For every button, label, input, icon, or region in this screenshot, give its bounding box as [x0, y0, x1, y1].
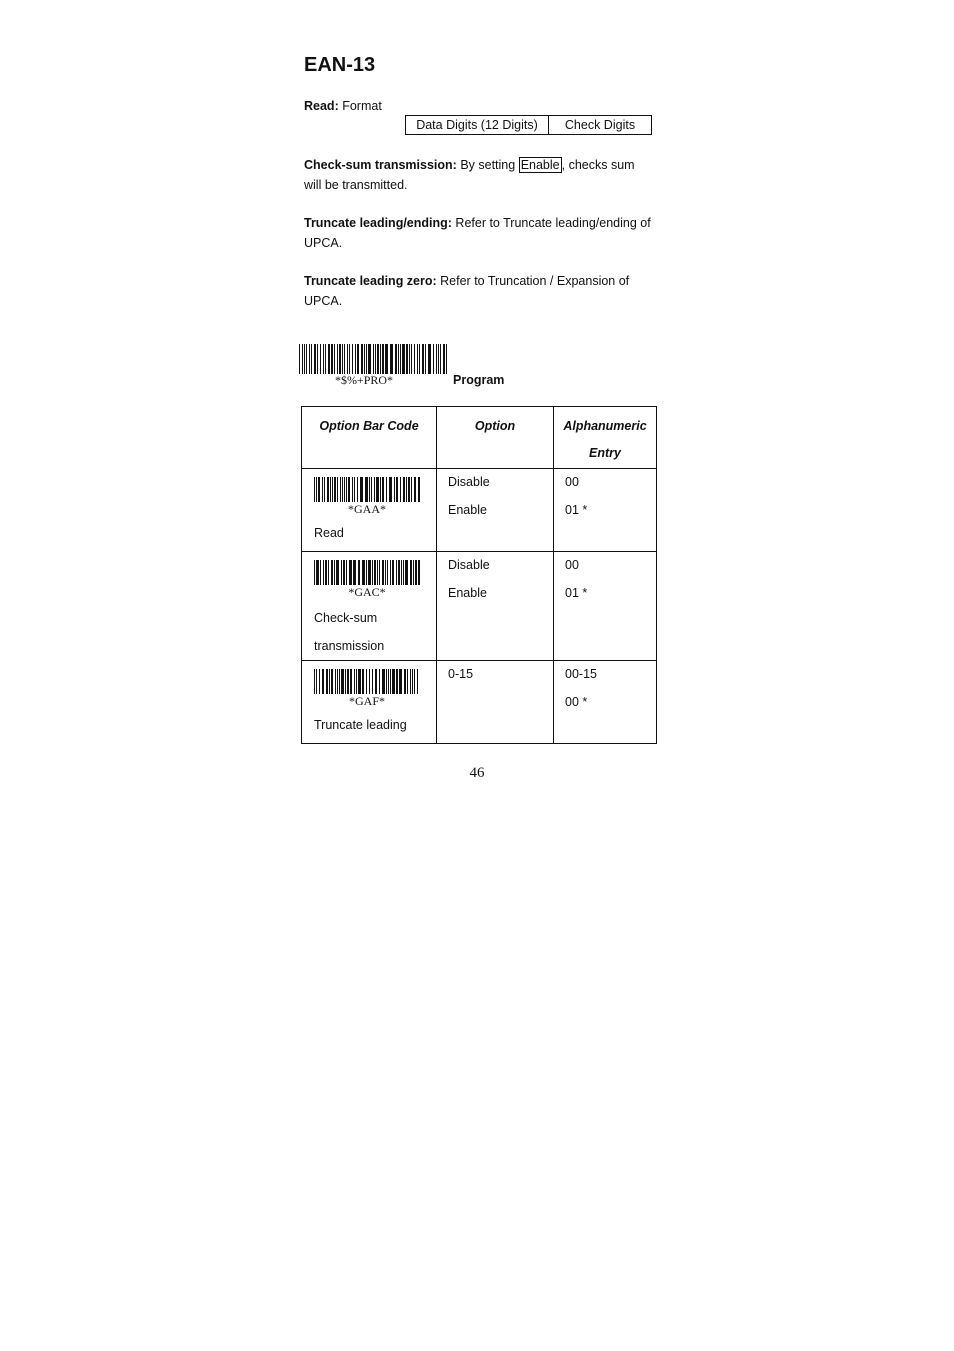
barcode-bar: [412, 669, 413, 694]
barcode-bar: [413, 560, 414, 585]
barcode-bar: [386, 477, 387, 502]
barcode-bar: [382, 560, 384, 585]
barcode-bar: [374, 560, 376, 585]
barcode-bar: [330, 477, 331, 502]
barcode-bar: [320, 560, 321, 585]
checksum-barcode-text: *GAC*: [348, 585, 386, 599]
barcode-bar: [331, 344, 333, 374]
barcode-bar: [353, 560, 356, 585]
barcode-bar: [376, 477, 379, 502]
barcode-bar: [357, 344, 359, 374]
barcode-bar: [331, 560, 333, 585]
barcode-bar: [379, 669, 380, 694]
read-barcode-bars: [314, 477, 420, 502]
barcode-bar: [366, 344, 367, 374]
barcode-bar: [358, 560, 360, 585]
barcode-bar: [314, 560, 315, 585]
barcode-bar: [405, 560, 408, 585]
barcode-bar: [343, 560, 345, 585]
program-barcode-bars: [299, 344, 449, 374]
format-check-digits: Check Digits: [549, 116, 652, 135]
barcode-bar: [334, 477, 336, 502]
truncate-row-label: Truncate leading: [314, 718, 407, 732]
barcode-bar: [390, 560, 391, 585]
barcode-bar: [334, 344, 335, 374]
barcode-bar: [402, 344, 405, 374]
barcode-bar: [410, 669, 411, 694]
barcode-bar: [306, 344, 307, 374]
barcode-bar: [366, 560, 367, 585]
barcode-bar: [364, 344, 365, 374]
barcode-bar: [361, 344, 363, 374]
barcode-bar: [385, 344, 388, 374]
barcode-bar: [394, 477, 395, 502]
header-option: Option: [437, 407, 554, 469]
barcode-bar: [366, 669, 367, 694]
barcode-bar: [316, 560, 319, 585]
barcode-bar: [404, 669, 406, 694]
barcode-bar: [347, 344, 348, 374]
format-table: [405, 115, 652, 135]
options-table: [301, 406, 657, 744]
truncate-zero-text: Refer to Truncation / Expansion of UPCA.: [304, 274, 630, 308]
barcode-bar: [332, 477, 333, 502]
barcode-bar: [309, 344, 310, 374]
checksum-barcode-cell: [302, 552, 437, 661]
header-option-bar-code: Option Bar Code: [302, 407, 437, 469]
barcode-bar: [398, 344, 399, 374]
barcode-bar: [323, 344, 324, 374]
barcode-bar: [418, 560, 420, 585]
page-number: 46: [469, 765, 485, 781]
truncate-barcode-bars: [314, 669, 420, 694]
truncate-entries-cell: [554, 661, 657, 744]
barcode-bar: [344, 477, 345, 502]
barcode-bar: [372, 669, 373, 694]
barcode-bar: [356, 669, 357, 694]
barcode-bar: [436, 344, 437, 374]
barcode-bar: [325, 344, 326, 374]
barcode-bar: [443, 344, 445, 374]
checksum-paragraph: [304, 156, 654, 195]
barcode-bar: [331, 669, 333, 694]
barcode-bar: [360, 477, 363, 502]
barcode-bar: [372, 560, 373, 585]
checksum-option-enable: Enable: [448, 585, 487, 600]
barcode-bar: [362, 669, 364, 694]
barcode-bar: [433, 344, 434, 374]
barcode-bar: [382, 477, 384, 502]
barcode-bar: [339, 344, 341, 374]
barcode-bar: [342, 344, 343, 374]
barcode-bar: [375, 669, 377, 694]
barcode-bar: [335, 669, 336, 694]
barcode-bar: [311, 344, 312, 374]
read-options-cell: [437, 469, 554, 552]
checksum-text-before: By setting: [460, 158, 516, 172]
barcode-bar: [406, 477, 407, 502]
read-label: Read:: [304, 99, 339, 113]
read-option-disable: Disable: [448, 475, 490, 489]
barcode-bar: [379, 560, 380, 585]
barcode-bar: [377, 344, 379, 374]
barcode-bar: [314, 344, 316, 374]
barcode-bar: [352, 344, 353, 374]
read-text: Format: [342, 99, 382, 113]
barcode-bar: [319, 669, 320, 694]
program-barcode-text: *$%+PRO*: [334, 373, 394, 387]
checksum-row-label: Check-sum transmission: [314, 611, 385, 653]
barcode-bar: [406, 344, 408, 374]
barcode-bar: [341, 669, 344, 694]
truncate-barcode-text: *GAF*: [348, 694, 385, 708]
barcode-bar: [329, 669, 330, 694]
barcode-bar: [396, 560, 397, 585]
barcode-bar: [322, 477, 323, 502]
barcode-bar: [354, 669, 355, 694]
barcode-bar: [345, 669, 346, 694]
read-barcode[interactable]: [314, 477, 420, 517]
checksum-options-cell: [437, 552, 554, 661]
truncate-zero-label: Truncate leading zero:: [304, 274, 437, 288]
header-alphanumeric-entry: Alphanumeric Entry: [554, 407, 657, 469]
barcode-bar: [422, 344, 424, 374]
truncate-leading-ending-paragraph: [304, 214, 654, 253]
barcode-bar: [325, 560, 327, 585]
read-row-label: Read: [314, 526, 344, 540]
barcode-bar: [346, 560, 347, 585]
barcode-bar: [339, 669, 340, 694]
checksum-barcode-bars: [314, 560, 420, 585]
barcode-bar: [350, 669, 352, 694]
truncate-barcode[interactable]: [314, 669, 420, 709]
barcode-bar: [365, 477, 368, 502]
barcode-bar: [399, 669, 402, 694]
barcode-bar: [354, 477, 355, 502]
barcode-bar: [348, 477, 350, 502]
barcode-bar: [398, 560, 400, 585]
barcode-bar: [362, 560, 365, 585]
truncate-barcode-cell: [302, 661, 437, 744]
barcode-bar: [387, 560, 388, 585]
barcode-bar: [415, 560, 417, 585]
barcode-bar: [337, 344, 338, 374]
barcode-bar: [446, 344, 447, 374]
barcode-bar: [357, 477, 358, 502]
checksum-option-disable: Disable: [448, 558, 490, 572]
program-barcode[interactable]: [299, 344, 449, 388]
table-row: [302, 469, 657, 552]
barcode-bar: [407, 669, 408, 694]
barcode-bar: [342, 477, 343, 502]
barcode-bar: [368, 560, 371, 585]
table-row: [302, 552, 657, 661]
barcode-bar: [349, 344, 350, 374]
read-entry-01: 01 *: [565, 502, 588, 517]
barcode-bar: [341, 560, 342, 585]
barcode-bar: [438, 344, 439, 374]
barcode-bar: [302, 344, 303, 374]
barcode-bar: [373, 344, 374, 374]
read-option-enable: Enable: [448, 502, 487, 517]
barcode-bar: [411, 477, 412, 502]
barcode-bar: [374, 477, 375, 502]
truncate-option-range: 0-15: [448, 667, 474, 681]
checksum-barcode[interactable]: [314, 560, 420, 600]
barcode-bar: [403, 477, 405, 502]
barcode-bar: [328, 344, 330, 374]
barcode-bar: [414, 344, 415, 374]
truncate-options-cell: [437, 661, 554, 744]
barcode-bar: [403, 560, 404, 585]
barcode-bar: [395, 344, 397, 374]
barcode-bar: [401, 560, 402, 585]
barcode-bar: [322, 669, 324, 694]
barcode-bar: [440, 344, 441, 374]
barcode-bar: [328, 560, 329, 585]
barcode-bar: [409, 344, 410, 374]
barcode-bar: [320, 344, 321, 374]
barcode-bar: [314, 477, 315, 502]
barcode-bar: [400, 477, 401, 502]
barcode-bar: [428, 344, 431, 374]
barcode-bar: [344, 344, 345, 374]
barcode-bar: [390, 344, 393, 374]
barcode-bar: [425, 344, 426, 374]
barcode-bar: [316, 669, 317, 694]
barcode-bar: [317, 344, 318, 374]
barcode-bar: [388, 669, 389, 694]
barcode-bar: [386, 669, 387, 694]
barcode-bar: [337, 477, 338, 502]
program-label: Program: [453, 373, 505, 387]
barcode-bar: [314, 669, 315, 694]
barcode-bar: [418, 477, 420, 502]
barcode-bar: [371, 477, 372, 502]
read-entries-cell: [554, 469, 657, 552]
checksum-entry-00: 00: [565, 558, 579, 572]
truncate-le-label: Truncate leading/ending:: [304, 216, 452, 230]
barcode-bar: [390, 669, 391, 694]
barcode-bar: [417, 669, 418, 694]
barcode-bar: [396, 669, 398, 694]
barcode-bar: [382, 344, 384, 374]
barcode-bar: [323, 560, 324, 585]
barcode-bar: [408, 477, 410, 502]
barcode-bar: [324, 477, 325, 502]
barcode-bar: [411, 344, 412, 374]
barcode-bar: [369, 669, 370, 694]
table-header-row: [302, 407, 657, 469]
checksum-label: Check-sum transmission:: [304, 158, 457, 172]
barcode-bar: [392, 669, 395, 694]
barcode-bar: [417, 344, 418, 374]
table-row: [302, 661, 657, 744]
barcode-bar: [340, 477, 341, 502]
barcode-bar: [375, 344, 376, 374]
checksum-enable-boxed: Enable: [520, 158, 560, 172]
truncate-le-text: Refer to Truncate leading/ending of UPCA.: [304, 216, 651, 250]
barcode-bar: [385, 560, 386, 585]
barcode-bar: [327, 477, 329, 502]
checksum-entries-cell: [554, 552, 657, 661]
barcode-bar: [337, 669, 338, 694]
barcode-bar: [349, 560, 352, 585]
read-format-line: [304, 97, 654, 117]
truncate-leading-zero-paragraph: [304, 272, 654, 311]
barcode-bar: [368, 344, 371, 374]
barcode-bar: [419, 344, 420, 374]
barcode-bar: [414, 477, 416, 502]
barcode-bar: [382, 669, 385, 694]
barcode-bar: [347, 669, 349, 694]
barcode-bar: [316, 477, 317, 502]
format-data-digits: Data Digits (12 Digits): [406, 116, 549, 135]
barcode-bar: [369, 477, 370, 502]
barcode-bar: [334, 560, 335, 585]
barcode-bar: [336, 560, 339, 585]
barcode-bar: [410, 560, 412, 585]
barcode-bar: [400, 344, 401, 374]
barcode-bar: [414, 669, 415, 694]
read-barcode-cell: [302, 469, 437, 552]
barcode-bar: [380, 344, 381, 374]
barcode-bar: [346, 477, 347, 502]
read-entry-00: 00: [565, 475, 579, 489]
page-title: EAN-13: [304, 54, 376, 76]
truncate-entry-range: 00-15: [565, 667, 597, 681]
barcode-bar: [377, 560, 378, 585]
barcode-bar: [355, 344, 356, 374]
barcode-bar: [299, 344, 300, 374]
barcode-bar: [304, 344, 305, 374]
truncate-entry-00: 00 *: [565, 694, 588, 709]
barcode-bar: [326, 669, 328, 694]
barcode-bar: [318, 477, 320, 502]
barcode-bar: [389, 477, 392, 502]
barcode-bar: [396, 477, 398, 502]
read-barcode-text: *GAA*: [348, 502, 386, 516]
checksum-entry-01: 01 *: [565, 585, 588, 600]
barcode-bar: [380, 477, 381, 502]
barcode-bar: [358, 669, 361, 694]
barcode-bar: [392, 560, 394, 585]
barcode-bar: [352, 477, 353, 502]
checksum-text-after: , checks sum will be transmitted.: [304, 158, 635, 192]
